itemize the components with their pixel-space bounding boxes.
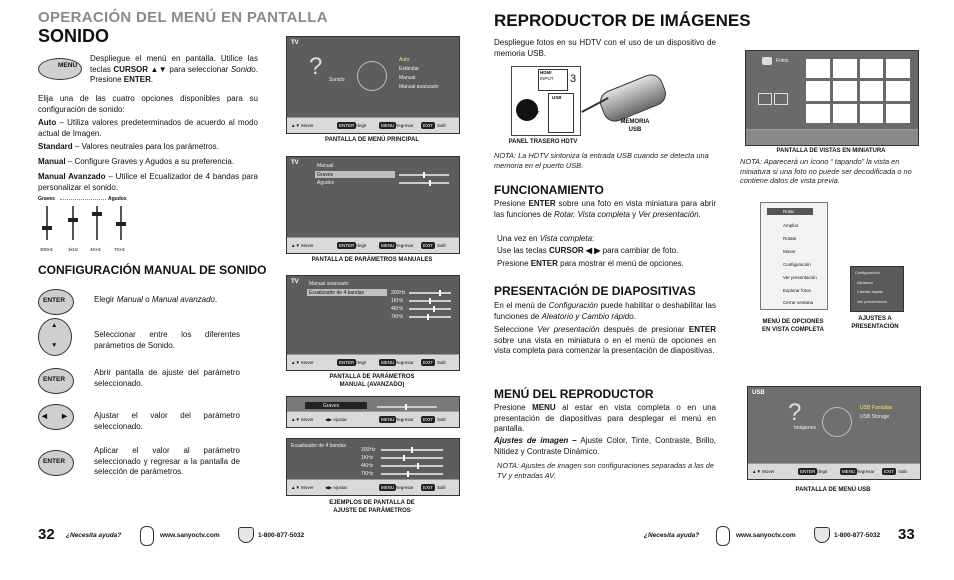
help-text-left: ¿Necesita ayuda? [66,532,122,539]
caption-examples-2: AJUSTE DE PARÁMETROS [333,508,411,514]
presentacion-heading: PRESENTACIÓN DE DIAPOSITIVAS [494,284,696,298]
funcionamiento-l1: Una vez en Vista completa: [497,234,595,243]
cursor-updown-icon: ▲ ▼ [38,318,72,358]
thumbnails-note: NOTA: Aparecerá un ícono “ tapando” la vista en miniatura si una foto no puede ser decodificada o no contiene datos de vista previa. [740,157,912,185]
funcionamiento-heading: FUNCIONAMIENTO [494,183,604,197]
reproductor-intro: Despliegue fotos en su HDTV con el uso de un dispositivo de memoria USB. [494,38,716,58]
caption-examples-1: EJEMPLOS DE PANTALLA DE [329,500,415,506]
presentacion-p1: En el menú de Configuración puede habilitar o deshabilitar las funciones de Aleatorio y Cambio rápido. [494,301,717,321]
caption-options-2: EN VISTA COMPLETA [762,327,824,333]
tv-adjust-example-1: Graves ▲▼ Mover ◀▶ Ajustar MENU Regresar EXIT Salir [286,396,460,428]
phone-number-right: 1-800-877-5032 [834,532,881,539]
tv-thumbnails-screen: Fotos [745,50,919,146]
website-link-left[interactable]: www.sanyoctv.com [160,532,220,539]
options-menu-screen: Rotar Ampliar Rotate Mover Configuración Ver presentación Explorar fotos Cerrar ventana [760,202,828,310]
tv-usb-menu-screen: USB ? Imágenes USB Pantallas USB Storage ▲▼ Mover ENTER Elegir MENU Regresar EXIT Salir [747,386,921,480]
eq-band-4: 7KHz [114,247,126,252]
caption-thumbnails: PANTALLA DE VISTAS EN MINIATURA [776,148,886,154]
tv-manual-params-screen: TV Manual Graves Agudos ▲▼ Mover ENTER Elegir MENU Regresar EXIT Salir [286,156,460,254]
step-4-text: Ajustar el valor del parámetro seleccionado. [94,411,240,431]
menu-key-icon: MENU [38,56,82,82]
caption-rear-panel: PANEL TRASERO HDTV [508,139,578,145]
cursor-leftright-icon: ◀ ▶ [38,402,72,430]
eq-band-1: 300Hz [40,247,54,252]
tv-adjust-example-2: Ecualizador de 4 bandas 300Hz 1KHz 4KHz 7KHz ▲▼ Mover ◀▶ Ajustar MENU Regresar EXIT Salir [286,438,460,496]
eq-figure [38,196,138,254]
option-manual: Manual – Configure Graves y Agudos a su preferencia. [38,157,235,166]
option-manual-avanzado: Manual Avanzado – Utilice el Ecualizador de 4 bandas para personalizar el sonido. [38,172,258,192]
caption-usb-memory-2: USB [628,127,642,133]
eq-agudos-label: Agudos [108,196,127,202]
option-standard: Standard – Valores neutrales para los parámetros. [38,142,219,151]
mouse-icon [716,526,730,546]
caption-advanced-2: MANUAL (AVANZADO) [339,382,405,388]
page-number-right: 33 [898,526,915,543]
page-heading-reproductor: REPRODUCTOR DE IMÁGENES [494,11,751,30]
eq-graves-label: Graves [38,196,55,202]
option-auto: Auto – Utiliza valores predeterminados de acuerdo al modo actual de Imagen. [38,118,258,138]
enter-key-icon: ENTER [38,366,72,394]
funcionamiento-p1: Presione ENTER sobre una foto en vista miniatura para abrir las funciones de Rotar, Vista completa y Ver presentación. [494,199,716,219]
step-1-text: Elegir Manual o Manual avanzado. [94,295,218,304]
mouse-icon [140,526,154,546]
presentacion-p2: Seleccione Ver presentación después de presionar ENTER sobre una vista en miniatura o en el menú de opciones en vista completa para comenzar la presentación de diapositivas. [494,325,717,355]
manual-heading: CONFIGURACIÓN MANUAL DE SONIDO [38,263,267,277]
caption-options-1: MENÚ DE OPCIONES [762,319,824,325]
caption-main-menu: PANTALLA DE MENÚ PRINCIPAL [324,137,420,143]
menu-reproductor-heading: MENÚ DEL REPRODUCTOR [494,387,654,401]
caption-settings-1: AJUSTES A [858,316,892,322]
help-text-right: ¿Necesita ayuda? [644,532,700,539]
reproductor-p2: Ajustes de imagen – Ajuste Color, Tinte, Contraste, Brillo, Nitidez y Contraste Dinámico. [494,436,717,456]
tv-advanced-params-screen: TV Manual avanzado Ecualizador de 4 bandas 300Hz 1KHz 4KHz 7KHz ▲▼ Mover ENTER Elegir MENU Regresar EXIT Salir [286,275,460,371]
choose-text: Elija una de las cuatro opciones disponibles para su configuración de sonido: [38,94,258,114]
sonido-intro: Despliegue el menú en pantalla. Utilice las teclas CURSOR ▲▼ para seleccionar Sonido. Presione ENTER. [90,54,258,84]
funcionamiento-l2: Use las teclas CURSOR ◀ ▶ para cambiar de foto. [497,246,679,255]
caption-usb-memory-1: MEMORIA [620,119,650,125]
reproductor-note: NOTA: Ajustes de imagen son configuraciones separadas a las de TV y entradas AV. [497,461,714,480]
eq-band-2: 1kHz [68,247,79,252]
section-title: OPERACIÓN DEL MENÚ EN PANTALLA [38,9,328,26]
phone-icon [814,527,830,543]
caption-settings-2: PRESENTACIÓN [851,324,899,330]
enter-key-icon: ENTER [38,448,72,476]
page-heading-sonido: SONIDO [38,26,110,46]
step-2-text: Seleccionar entre los diferentes parámetros de Sonido. [94,330,240,350]
reproductor-p1: Presione MENU al estar en vista completa o en una presentación de diapositivas para desplegar el menú en pantalla. [494,403,717,433]
slideshow-settings-screen: Configuración Aleatorio Cambio rápido Ver presentación [850,266,904,312]
phone-icon [238,527,254,543]
step-5-text: Aplicar el valor al parámetro seleccionado y regresar a la pantalla de selección de parámetros. [94,446,240,476]
tv-main-menu-screen: TV ? Sonido Auto Estándar Manual Manual avanzado ▲▼ Mover ENTER Elegir MENU Regresar EXIT Salir [286,36,460,134]
page-number-left: 32 [38,526,55,543]
website-link-right[interactable]: www.sanyoctv.com [736,532,796,539]
eq-band-3: 4KHz [90,247,102,252]
caption-advanced-1: PANTALLA DE PARÁMETROS [329,374,415,380]
rear-panel-diagram: HDMI INPUT 3 USB ANT [511,66,581,136]
caption-usb-menu: PANTALLA DE MENÚ USB [795,487,871,493]
funcionamiento-l3: Presione ENTER para mostrar el menú de opciones. [497,259,684,268]
enter-key-icon: ENTER [38,287,72,315]
step-3-text: Abrir pantalla de ajuste del parámetro seleccionado. [94,368,240,388]
caption-manual-params: PANTALLA DE PARÁMETROS MANUALES [311,257,433,263]
phone-number-left: 1-800-877-5032 [258,532,305,539]
usb-note: NOTA: La HDTV sintoniza la entrada USB cuando se detecta una memoria en el puerto USB. [494,151,709,170]
